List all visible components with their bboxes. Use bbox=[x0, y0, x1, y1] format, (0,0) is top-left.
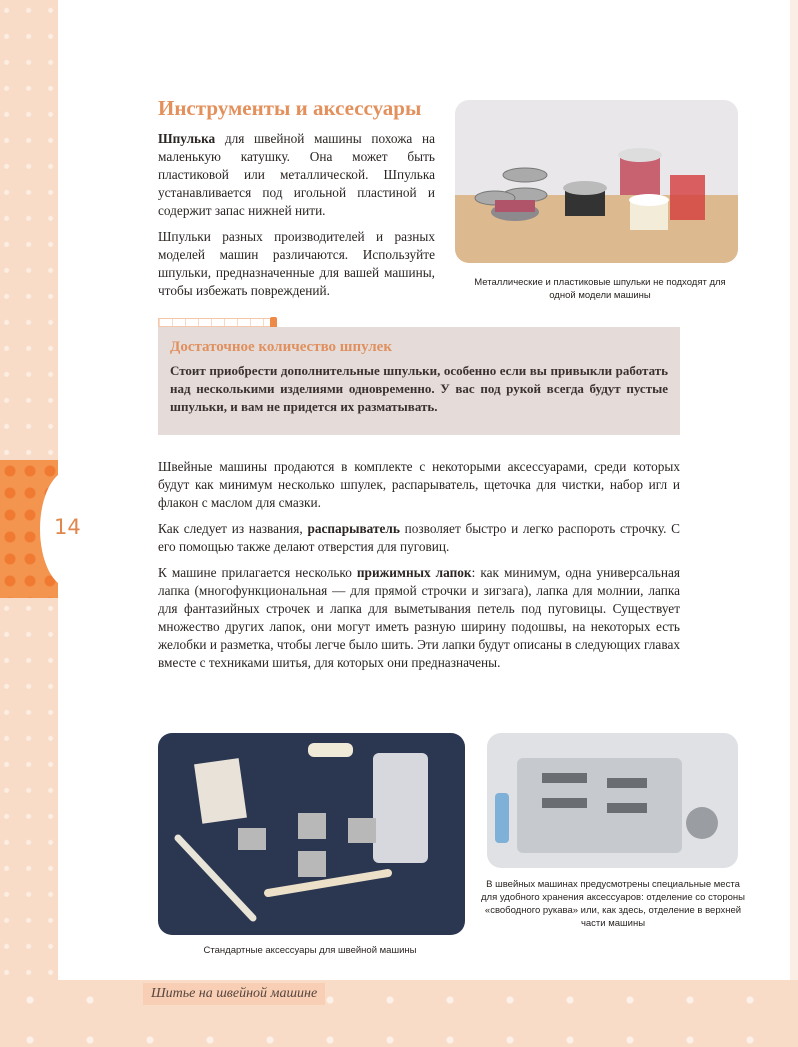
bobbins-photo bbox=[455, 100, 738, 263]
running-footer: Шитье на швейной машине bbox=[143, 983, 325, 1005]
storage-photo bbox=[487, 733, 738, 868]
accessories-image bbox=[158, 733, 465, 935]
body-paragraph-1: Швейные машины продаются в комплекте с некоторыми аксессуарами, среди которых будут как минимум несколько шпулек, распарыватель, щеточка для чистки, набор игл и флакон с маслом для смазки. bbox=[158, 459, 680, 510]
tip-title: Достаточное количество шпулек bbox=[170, 339, 392, 355]
body-text: К машине прилагается несколько bbox=[158, 565, 357, 580]
tip-box bbox=[158, 327, 680, 435]
ruler-decoration bbox=[158, 318, 276, 327]
bottom-decorative-strip bbox=[0, 980, 798, 1047]
bobbins-image bbox=[455, 100, 738, 263]
intro-paragraph-1 bbox=[158, 130, 435, 220]
intro-column bbox=[158, 130, 435, 300]
accessories-caption: Стандартные аксессуары для швейной машины bbox=[203, 945, 417, 956]
tip-text: Стоит приобрести дополнительные шпульки, особенно если вы привыкли работать над несколькими изделиями одновременно. У вас под рукой всегда будут пустые шпульки, и вам не придется их разматывать. bbox=[170, 363, 668, 414]
storage-caption: В швейных машинах предусмотрены специальные места для удобного хранения аксессуаров: отделение со стороны «свободного рукава» или, как здесь, отделение в верхней части машины bbox=[481, 879, 745, 929]
body-paragraph-2 bbox=[158, 520, 680, 556]
intro-text: для швейной машины похожа на маленькую катушку. Она может быть пластиковой или металлической. Шпулька устанавливается под игольной пластиной и содержит запас нижней нити. bbox=[158, 131, 435, 218]
intro-paragraph-2: Шпульки разных производителей и разных моделей машин различаются. Используйте шпульки, предназначенные для вашей машины, чтобы избежать повреждений. bbox=[158, 229, 435, 298]
page-number: 14 bbox=[54, 515, 81, 539]
term-bobbin: Шпулька bbox=[158, 131, 216, 146]
term-presser-feet: прижимных лапок bbox=[356, 565, 472, 580]
body-paragraph-3 bbox=[158, 564, 680, 672]
storage-image bbox=[487, 733, 738, 868]
accessories-photo bbox=[158, 733, 465, 935]
body-text: позволяет быстро и легко распороть строчку. С его помощью также делают отверстия для пуговиц. bbox=[158, 521, 680, 554]
bobbins-caption: Металлические и пластиковые шпульки не подходят для одной модели машины bbox=[474, 277, 726, 301]
right-decorative-strip bbox=[790, 0, 798, 980]
body-text: Как следует из названия, bbox=[158, 521, 308, 536]
body-column bbox=[158, 458, 680, 672]
section-heading: Инструменты и аксессуары bbox=[158, 96, 422, 120]
term-seam-ripper: распарыватель bbox=[307, 521, 400, 536]
body-text: : как минимум, одна универсальная лапка (многофункциональная — для прямой строчки и зигзага), лапка для молнии, лапка для фантазийных строчек и лапка для выметывания петель под пуговицы. Существует множество других лапок, они могут иметь разную ширину подошвы, на некоторых есть желобки и разметка, чтобы легче было шить. Эти лапки будут описаны в следующих главах вместе с техниками шитья, для которых они предназначены. bbox=[158, 565, 680, 670]
